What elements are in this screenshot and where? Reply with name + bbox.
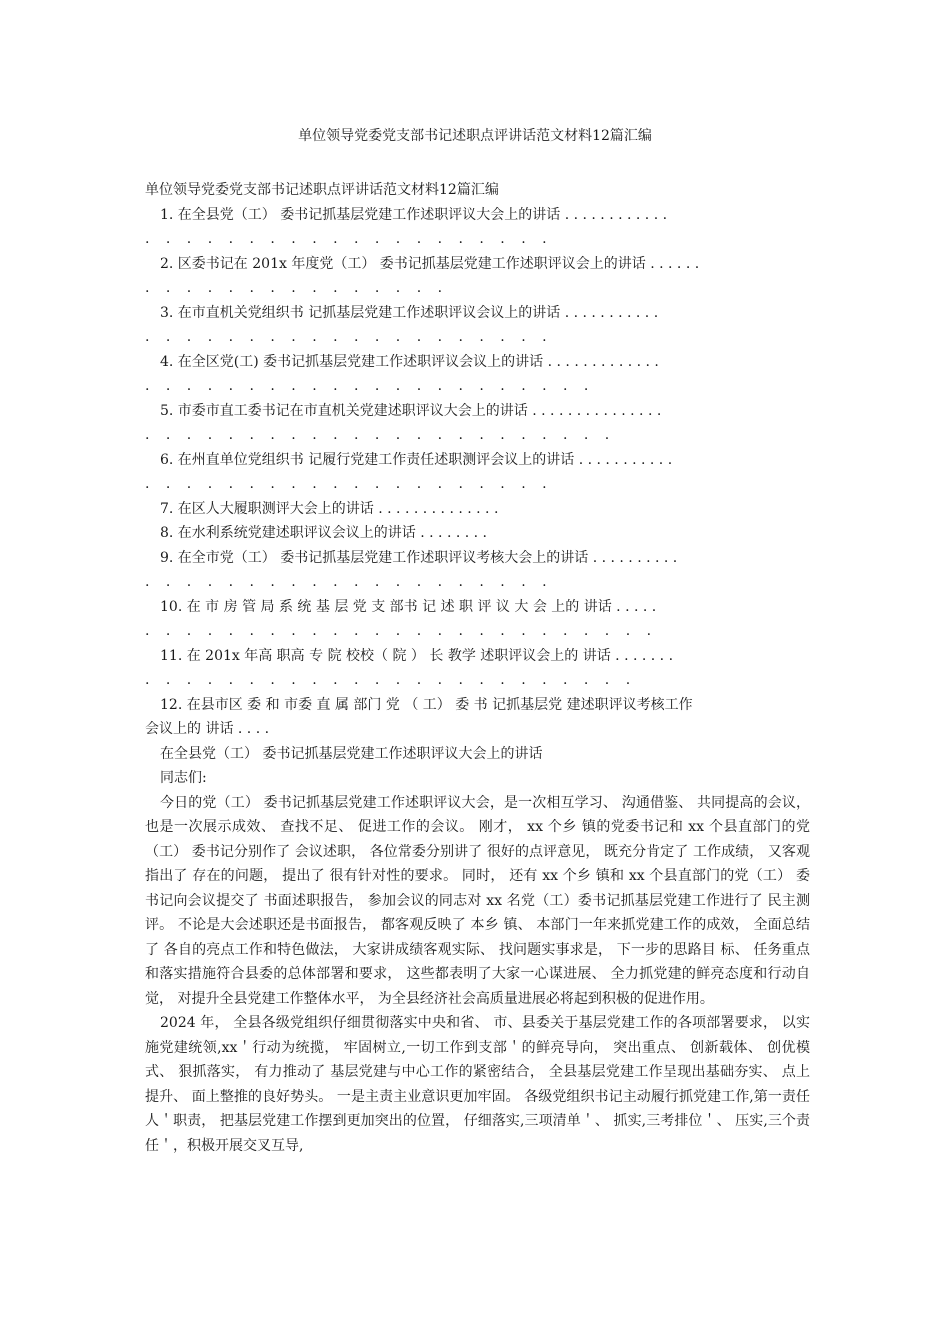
document-body xyxy=(145,178,810,1158)
toc-item-title: 5. 市委市直工委书记在市直机关党建述职评议大会上的讲话 . . . . . . . . . . . . . . . xyxy=(160,402,662,419)
toc-item-dots: . . . . . . . . . . . . . . . . . . . . xyxy=(145,574,553,590)
body-paragraph: 2024 年， 全县各级党组织仔细贯彻落实中央和省、 市、县委关于基层党建工作的各项部署要求， 以实施党建统领,xx＇行动为统揽， 牢固树立,一切工作到支部＇的鲜亮导向， 突出重点、 创新载体、 创优模式、 狠抓落实， 有力推动了 基层党建与中心工作的紧密结合， 全县基层党建工作呈现出基础夯实、 点上提升、 面上整推的良好势头。 一是主责主业意识更加牢固。 各级党组织书记主动履行抓党建工作,第一责任人＇职责， 把基层党建工作摆到更加突出的位置， 仔细落实,三项清单＇、 抓实,三考排位＇、 压实,三个责任＇，积极开展交叉互导, xyxy=(145,1015,810,1154)
toc-item[interactable] xyxy=(145,301,810,350)
body-paragraph: 今日的党（工） 委书记抓基层党建工作述职评议大会，是一次相互学习、 沟通借鉴、 共同提高的会议， 也是一次展示成效、 查找不足、 促进工作的会议。 刚才， xx 个乡 镇的党委书记和 xx 个县直部门的党（工） 委书记分别作了 会议述职， 各位常委分别讲了 很好的点评意见， 既充分肯定了 工作成绩， 又客观指出了 存在的问题， 提出了 很有针对性的要求。 同时， 还有 xx 个乡 镇和 xx 个县直部门的党（工） 委书记向会议提交了 书面述职报告， 参加会议的同志对 xx 名党（工）委书记抓基层党建工作进行了 民主测评。 不论是大会述职还是书面报告， 都客观反映了 本乡 镇、 本部门一年来抓党建工作的成效， 全面总结了 各自的亮点工作和特色做法， 大家讲成绩客观实际、 找问题实事求是， 下一步的思路目 标、 任务重点和落实措施符合县委的总体部署和要求， 这些都表明了大家一心谋进展、 全力抓党建的鲜亮态度和行动自觉， 对提升全县党建工作整体水平， 为全县经济社会高质量进展必将起到积极的促进作用。 xyxy=(145,794,810,1007)
toc-item-dots: . . . . . . . . . . . . . . . xyxy=(145,280,449,296)
toc-item[interactable] xyxy=(145,203,810,252)
toc-item-title: 4. 在全区党(工) 委书记抓基层党建工作述职评议会议上的讲话 . . . . . . . . . . . . . xyxy=(160,353,659,370)
toc-item[interactable] xyxy=(145,546,810,595)
toc-item[interactable] xyxy=(145,399,810,448)
toc-item[interactable] xyxy=(145,350,810,399)
section-heading: 在全县党（工） 委书记抓基层党建工作述职评议大会上的讲话 xyxy=(160,745,543,762)
toc-item-dots: . . . . . . . . . . . . . . . . . . . . xyxy=(145,231,553,247)
toc-item-title: 7. 在区人大履职测评大会上的讲话 . . . . . . . . . . . . . . xyxy=(160,500,499,517)
salutation: 同志们: xyxy=(160,770,207,786)
toc-item-title: 12. 在县市区 委 和 市委 直 属 部门 党 （ 工） 委 书 记抓基层党 建述职评议考核工作 xyxy=(160,696,693,713)
toc-item-title: 10. 在 市 房 管 局 系 统 基 层 党 支 部书 记 述 职 评 议 大 会 上的 讲话 . . . . . xyxy=(160,598,657,615)
page-title: 单位领导党委党支部书记述职点评讲话范文材料12篇汇编 xyxy=(298,128,652,144)
toc-item-dots: 会议上的 讲话 . . . . xyxy=(145,721,270,737)
toc-item-title: 6. 在州直单位党组织书 记履行党建工作责任述职测评会议上的讲话 . . . . . . . . . . . xyxy=(160,451,673,468)
toc-item[interactable] xyxy=(145,693,810,742)
toc-item[interactable] xyxy=(145,252,810,301)
toc-item-title: 3. 在市直机关党组织书 记抓基层党建工作述职评议会议上的讲话 . . . . . . . . . . . xyxy=(160,304,659,321)
toc-item-title: 8. 在水利系统党建述职评议会议上的讲话 . . . . . . . . xyxy=(160,525,488,541)
toc-item-title: 9. 在全市党（工） 委书记抓基层党建工作述职评议考核大会上的讲话 . . . . . . . . . . xyxy=(160,549,678,566)
toc-item-dots: . . . . . . . . . . . . . . . . . . . . xyxy=(145,476,553,492)
toc-item-dots: . . . . . . . . . . . . . . . . . . . . . . . . xyxy=(145,672,637,688)
toc-item-dots: . . . . . . . . . . . . . . . . . . . . . . xyxy=(145,378,595,394)
toc-item-dots: . . . . . . . . . . . . . . . . . . . . . . . xyxy=(145,427,616,443)
table-of-contents xyxy=(145,203,810,742)
toc-heading: 单位领导党委党支部书记述职点评讲话范文材料12篇汇编 xyxy=(145,182,499,198)
toc-item-dots: . . . . . . . . . . . . . . . . . . . . xyxy=(145,329,553,345)
toc-item[interactable] xyxy=(145,497,810,522)
toc-item-title: 11. 在 201x 年高 职高 专 院 校校（ 院 ） 长 教学 述职评议会上的 讲话 . . . . . . . xyxy=(160,647,674,664)
toc-item-dots: . . . . . . . . . . . . . . . . . . . . . . . . . xyxy=(145,623,658,639)
toc-item[interactable] xyxy=(145,448,810,497)
toc-item[interactable] xyxy=(145,521,810,546)
toc-item-title: 1. 在全县党（工） 委书记抓基层党建工作述职评议大会上的讲话 . . . . . . . . . . . . xyxy=(160,206,668,223)
toc-item[interactable] xyxy=(145,595,810,644)
toc-item-title: 2. 区委书记在 201x 年度党（工） 委书记抓基层党建工作述职评议会上的讲话 . . . . . . xyxy=(160,255,700,272)
toc-item[interactable] xyxy=(145,644,810,693)
